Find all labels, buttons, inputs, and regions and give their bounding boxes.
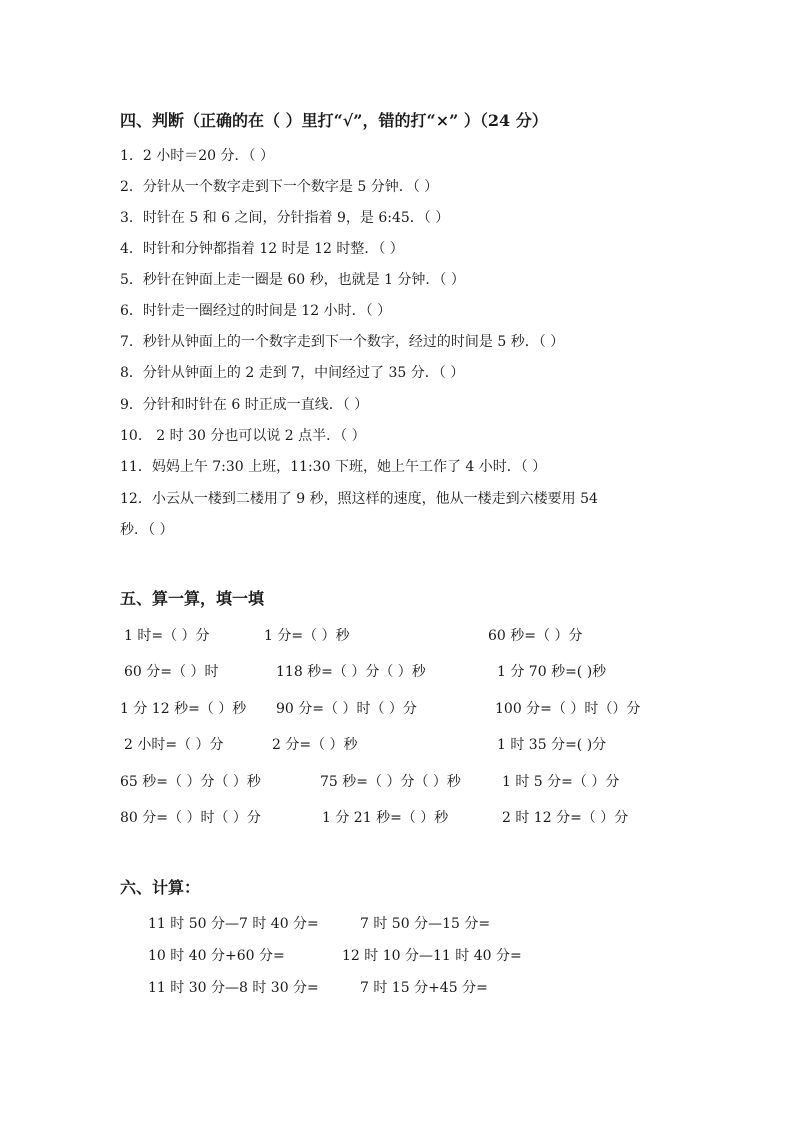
fill-cell: 60 秒=（ ）分: [488, 628, 583, 644]
calc-item: 10 时 40 分+60 分=: [148, 948, 285, 964]
calc-item: 7 时 15 分+45 分=: [360, 980, 488, 996]
section-6-title: 六、计算：: [120, 878, 201, 897]
judge-item-1: 1．2 小时＝20 分．（ ）: [120, 148, 274, 164]
fill-cell: 75 秒=（ ）分（ ）秒: [320, 774, 461, 790]
fill-cell: 65 秒=（ ）分（ ）秒: [120, 774, 261, 790]
fill-cell: 2 分=（ ）秒: [272, 737, 358, 753]
judge-item-2: 2．分针从一个数字走到下一个数字是 5 分钟．（ ）: [120, 179, 439, 195]
judge-item-12: 12．小云从一楼到二楼用了 9 秒，照这样的速度，他从一楼走到六楼要用 54: [120, 491, 598, 507]
section-5-title: 五、算一算，填一填: [120, 589, 265, 608]
fill-cell: 1 分 70 秒=( )秒: [497, 664, 607, 680]
fill-cell: 1 分=（ ）秒: [264, 628, 350, 644]
fill-cell: 1 分 21 秒=（ ）秒: [322, 810, 449, 826]
judge-item-5: 5．秒针在钟面上走一圈是 60 秒，也就是 1 分钟．（ ）: [120, 272, 465, 288]
fill-cell: 90 分=（ ）时（ ）分: [276, 701, 417, 717]
calc-item: 12 时 10 分—11 时 40 分=: [342, 948, 522, 964]
fill-cell: 1 时 5 分=（ ）分: [502, 774, 620, 790]
calc-item: 11 时 50 分—7 时 40 分=: [148, 916, 319, 932]
section-4-title: 四、判断（正确的在（ ）里打“√”，错的打“×” ）（24 分）: [120, 111, 548, 130]
judge-item-11: 11．妈妈上午 7:30 上班，11:30 下班，她上午工作了 4 小时．（ ）: [120, 459, 547, 475]
fill-cell: 100 分=（ ）时（）分: [495, 701, 641, 717]
fill-cell: 1 分 12 秒=（ ）秒: [120, 701, 247, 717]
fill-cell: 1 时=（ ）分: [124, 628, 210, 644]
judge-item-10: 10． 2 时 30 分也可以说 2 点半．（ ）: [120, 428, 366, 444]
judge-item-7: 7．秒针从钟面上的一个数字走到下一个数字，经过的时间是 5 秒．（ ）: [120, 334, 565, 350]
fill-cell: 1 时 35 分=( )分: [497, 737, 607, 753]
judge-item-4: 4．时针和分钟都指着 12 时是 12 时整．（ ）: [120, 241, 404, 257]
fill-cell: 2 小时=（ ）分: [124, 737, 224, 753]
judge-item-12-cont: 秒．（ ）: [120, 522, 174, 538]
judge-item-3: 3．时针在 5 和 6 之间，分针指着 9，是 6:45．（ ）: [120, 210, 450, 226]
judge-item-9: 9．分针和时针在 6 时正成一直线．（ ）: [120, 397, 369, 413]
judge-item-8: 8．分针从钟面上的 2 走到 7，中间经过了 35 分．（ ）: [120, 365, 465, 381]
fill-cell: 80 分=（ ）时（ ）分: [120, 810, 261, 826]
fill-cell: 118 秒=（ ）分（ ）秒: [276, 664, 426, 680]
calc-item: 7 时 50 分—15 分=: [360, 916, 491, 932]
judge-item-6: 6．时针走一圈经过的时间是 12 小时．（ ）: [120, 303, 392, 319]
fill-cell: 2 时 12 分=（ ）分: [502, 810, 629, 826]
calc-item: 11 时 30 分—8 时 30 分=: [148, 980, 319, 996]
fill-cell: 60 分=（ ）时: [124, 664, 219, 680]
